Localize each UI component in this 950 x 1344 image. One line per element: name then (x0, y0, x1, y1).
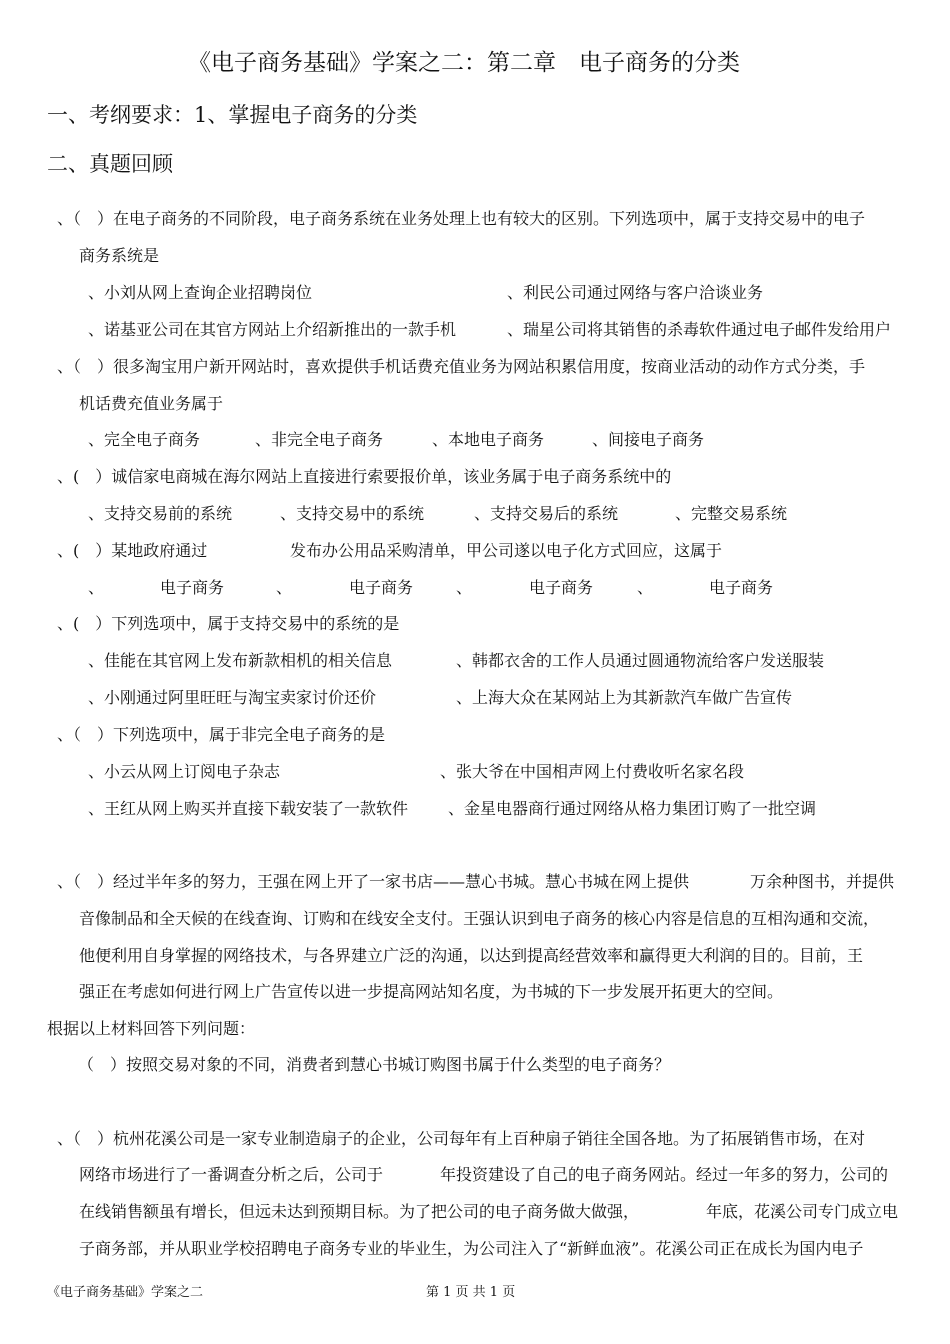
q4-stem-part2: 发布办公用品采购清单，甲公司遂以电子化方式回应，这属于 (290, 541, 723, 560)
page-title: 《电子商务基础》学案之二：第二章 电子商务的分类 (188, 50, 740, 76)
q3-option-b: 、支持交易中的系统 (280, 504, 425, 523)
q1-option-b: 、利民公司通过网络与客户洽谈业务 (507, 283, 764, 302)
q4-option-c-text: 电子商务 (529, 578, 594, 597)
q4-option-d-text: 电子商务 (709, 578, 774, 597)
q8-line3-part2: 年底，花溪公司专门成立电 (706, 1202, 899, 1221)
q2-option-c: 、本地电子商务 (432, 430, 545, 449)
q7-line3: 他便利用自身掌握的网络技术，与各界建立广泛的沟通，以达到提高经营效率和赢得更大利润的目的。目前，王 (79, 946, 864, 965)
q3-option-a: 、支持交易前的系统 (88, 504, 233, 523)
q7-sub-question-1: （ ）按照交易对象的不同，消费者到慧心书城订购图书属于什么类型的电子商务？ (78, 1055, 671, 1074)
q4-option-a-marker: 、 (88, 578, 105, 597)
section-heading-review: 二、真题回顾 (47, 152, 173, 176)
q7-line2: 音像制品和全天候的在线查询、订购和在线安全支付。王强认识到电子商务的核心内容是信息的互相沟通和交流， (79, 909, 880, 928)
q7-line1-part1: 、（ ）经过半年多的努力，王强在网上开了一家书店——慧心书城。慧心书城在网上提供 (57, 872, 690, 891)
q4-stem-part1: 、( ）某地政府通过 (57, 541, 208, 560)
footer-page-number: 第 1 页 共 1 页 (426, 1285, 516, 1300)
q3-option-d: 、完整交易系统 (675, 504, 788, 523)
q2-option-a: 、完全电子商务 (88, 430, 201, 449)
q6-option-c: 、王红从网上购买并直接下载安装了一款软件 (88, 799, 409, 818)
q8-line1: 、（ ）杭州花溪公司是一家专业制造扇子的企业，公司每年有上百种扇子销往全国各地。为了拓展销售市场，在对 (57, 1129, 866, 1148)
q8-line2-part2: 年投资建设了自己的电子商务网站。经过一年多的努力，公司的 (440, 1165, 889, 1184)
q1-option-d: 、瑞星公司将其销售的杀毒软件通过电子邮件发给用户 (507, 320, 892, 339)
q6-stem: 、（ ）下列选项中，属于非完全电子商务的是 (57, 725, 386, 744)
q2-stem-line1: 、（ ）很多淘宝用户新开网站时，喜欢提供手机话费充值业务为网站积累信用度，按商业活动的动作方式分类，手 (57, 357, 866, 376)
section-heading-syllabus: 一、考纲要求：1、掌握电子商务的分类 (47, 103, 418, 127)
q5-option-d: 、上海大众在某网站上为其新款汽车做广告宣传 (456, 688, 793, 707)
q8-line4: 子商务部，并从职业学校招聘电子商务专业的毕业生，为公司注入了“新鲜血液”。花溪公司正在成长为国内电子 (79, 1239, 864, 1258)
q6-option-d: 、金星电器商行通过网络从格力集团订购了一批空调 (448, 799, 817, 818)
q6-option-a: 、小云从网上订阅电子杂志 (88, 762, 281, 781)
q4-option-a-text: 电子商务 (160, 578, 225, 597)
q5-option-b: 、韩都衣舍的工作人员通过圆通物流给客户发送服装 (456, 651, 825, 670)
q1-option-a: 、小刘从网上查询企业招聘岗位 (88, 283, 313, 302)
q5-stem: 、( ）下列选项中，属于支持交易中的系统的是 (57, 614, 400, 633)
q4-option-d-marker: 、 (637, 578, 654, 597)
q2-option-d: 、间接电子商务 (592, 430, 705, 449)
q4-option-c-marker: 、 (456, 578, 473, 597)
footer-doc-title: 《电子商务基础》学案之二 (47, 1285, 204, 1300)
q2-stem-line2: 机话费充值业务属于 (79, 394, 224, 413)
q3-option-c: 、支持交易后的系统 (474, 504, 619, 523)
q6-option-b: 、张大爷在中国相声网上付费收听名家名段 (440, 762, 745, 781)
q8-line3-part1: 在线销售额虽有增长，但远未达到预期目标。为了把公司的电子商务做大做强， (79, 1202, 640, 1221)
q5-option-c: 、小刚通过阿里旺旺与淘宝卖家讨价还价 (88, 688, 377, 707)
q7-line1-part2: 万余种图书，并提供 (750, 872, 895, 891)
q2-option-b: 、非完全电子商务 (255, 430, 384, 449)
q7-line4: 强正在考虑如何进行网上广告宣传以进一步提高网站知名度，为书城的下一步发展开拓更大的空间。 (79, 982, 784, 1001)
q1-option-c: 、诺基亚公司在其官方网站上介绍新推出的一款手机 (88, 320, 457, 339)
q1-stem-line2: 商务系统是 (79, 246, 160, 265)
q7-prompt: 根据以上材料回答下列问题： (47, 1019, 256, 1038)
q8-line2-part1: 网络市场进行了一番调查分析之后，公司于 (79, 1165, 384, 1184)
q3-stem: 、( ）诚信家电商城在海尔网站上直接进行索要报价单，该业务属于电子商务系统中的 (57, 467, 672, 486)
q4-option-b-marker: 、 (276, 578, 293, 597)
q4-option-b-text: 电子商务 (349, 578, 414, 597)
q1-stem-line1: 、（ ）在电子商务的不同阶段，电子商务系统在业务处理上也有较大的区别。下列选项中，属于支持交易中的电子 (57, 209, 866, 228)
q5-option-a: 、佳能在其官网上发布新款相机的相关信息 (88, 651, 393, 670)
